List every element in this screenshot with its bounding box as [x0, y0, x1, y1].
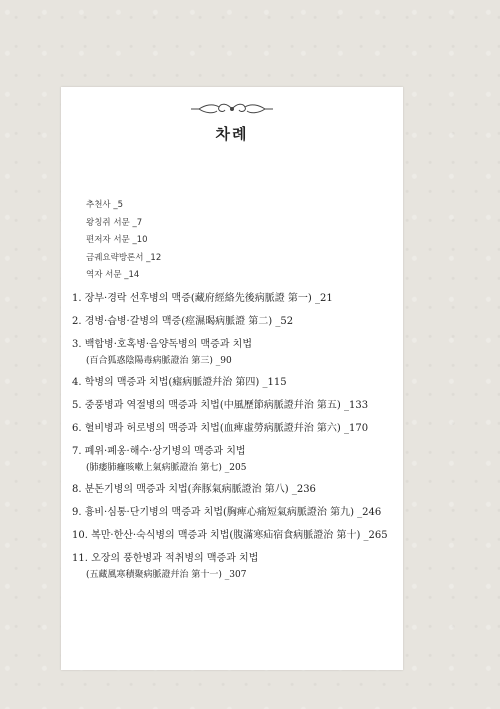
chapter-entry	[72, 399, 397, 413]
chapter-entry	[72, 506, 397, 520]
front-matter-item: 편저자 서문 _10	[86, 235, 148, 245]
front-matter-item: 추천사 _5	[86, 200, 123, 210]
chapter-subtitle: (肺痿肺癰咳嗽上氣病脈證治 第七) _205	[86, 463, 247, 473]
chapter-entry	[72, 315, 397, 329]
chapter-entry	[72, 529, 397, 543]
front-matter-item: 금궤요략방론서 _12	[86, 252, 162, 263]
chapter-entry	[72, 422, 397, 436]
chapter-title: 5. 중풍병과 역절병의 맥증과 치법(中風歷節病脈證幷治 第五) _133	[72, 400, 369, 411]
chapter-title: 4. 학병의 맥증과 치법(瘧病脈證幷治 第四) _115	[72, 377, 287, 388]
chapter-title: 11. 오장의 풍한병과 적취병의 맥증과 치법	[72, 553, 259, 564]
chapter-entry	[72, 376, 397, 390]
front-matter-item: 왕칭쥐 서문 _7	[86, 217, 143, 228]
chapter-title: 3. 백합병·호혹병·음양독병의 맥증과 치법	[72, 339, 252, 350]
chapter-title: 2. 경병·습병·갈병의 맥증(痙濕暍病脈證 第二) _52	[72, 316, 294, 327]
chapter-title: 9. 흉비·심통·단기병의 맥증과 치법(胸痺心痛短氣病脈證治 第九) _246	[72, 507, 382, 518]
chapter-title: 7. 폐위·폐옹·해수·상기병의 맥증과 치법	[72, 446, 246, 457]
chapter-list	[72, 292, 397, 581]
chapter-subtitle: (五藏風寒積聚病脈證幷治 第十一) _307	[86, 570, 247, 580]
chapter-entry	[72, 483, 397, 497]
front-matter-item: 역자 서문 _14	[86, 270, 140, 280]
ornament-flourish	[61, 101, 403, 121]
book-page	[61, 87, 403, 670]
chapter-subtitle: (百合狐惑陰陽毒病脈證治 第三) _90	[86, 356, 232, 366]
chapter-title: 8. 분돈기병의 맥증과 치법(奔豚氣病脈證治 第八) _236	[72, 484, 316, 495]
front-matter-list	[86, 197, 161, 285]
chapter-entry	[72, 292, 397, 306]
chapter-title: 1. 장부·경락 선후병의 맥증(藏府經絡先後病脈證 第一) _21	[72, 293, 333, 304]
chapter-title: 10. 복만·한산·숙식병의 맥증과 치법(腹滿寒疝宿食病脈證治 第十) _265	[72, 530, 388, 541]
chapter-entry	[72, 338, 397, 367]
chapter-entry	[72, 552, 397, 581]
chapter-entry	[72, 445, 397, 474]
chapter-title: 6. 혈비병과 허로병의 맥증과 치법(血痺虛勞病脈證幷治 第六) _170	[72, 423, 369, 434]
page-title: 차례	[215, 125, 249, 143]
